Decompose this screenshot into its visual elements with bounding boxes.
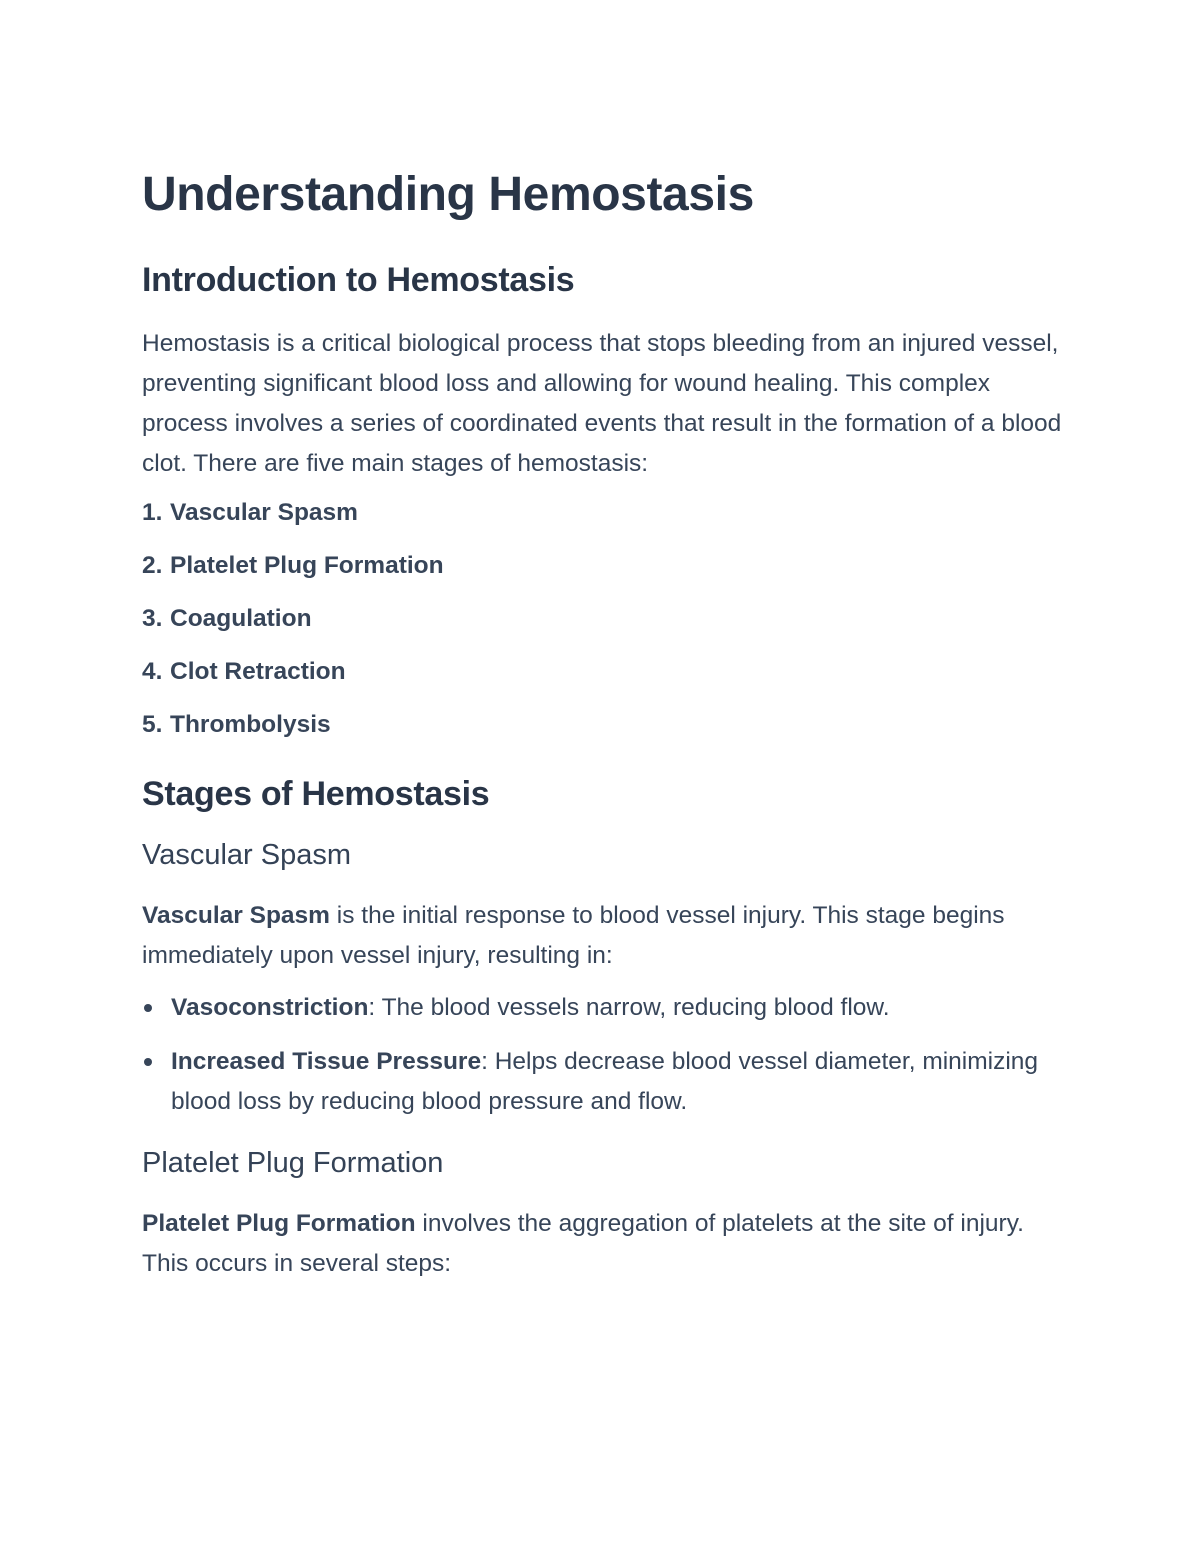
stage-number: 1. (142, 499, 163, 526)
vascular-spasm-effects-list (142, 988, 1062, 1122)
list-item-vasoconstriction (142, 988, 1062, 1028)
stage-label: Clot Retraction (170, 658, 346, 685)
stage-item-vascular-spasm (142, 496, 1062, 549)
bullet-text: : Helps decrease blood vessel diameter, minimizing blood loss by reducing blood pressure and flow. (171, 1048, 1039, 1115)
stages-list (142, 496, 1062, 742)
intro-heading: Introduction to Hemostasis (142, 261, 575, 299)
stage-number: 3. (142, 605, 163, 632)
stage-item-platelet-plug (142, 549, 1062, 602)
intro-paragraph: Hemostasis is a critical biological process that stops bleeding from an injured vessel, preventing significant blood loss and allowing for wound healing. This complex process involves a series of coordinated events that result in the formation of a blood clot. There are five main stages of hemostasis: (142, 330, 1062, 477)
document-page (142, 165, 1062, 1284)
vascular-spasm-heading: Vascular Spasm (142, 839, 351, 871)
stages-section-heading: Stages of Hemostasis (142, 775, 490, 813)
stage-number: 2. (142, 552, 163, 579)
vascular-spasm-paragraph (142, 896, 1062, 976)
bullet-icon (144, 1004, 152, 1012)
platelet-plug-term: Platelet Plug Formation (142, 1210, 416, 1237)
bullet-term: Vasoconstriction (171, 994, 369, 1021)
stage-label: Coagulation (170, 605, 312, 632)
stage-label: Thrombolysis (170, 711, 331, 738)
stage-number: 5. (142, 711, 163, 738)
bullet-icon (144, 1058, 152, 1066)
platelet-plug-paragraph (142, 1204, 1062, 1284)
vascular-spasm-term: Vascular Spasm (142, 902, 330, 929)
stage-item-coagulation (142, 602, 1062, 655)
page-title: Understanding Hemostasis (142, 168, 754, 221)
bullet-text: : The blood vessels narrow, reducing blood flow. (368, 994, 890, 1021)
platelet-plug-description: involves the aggregation of platelets at the site of injury. This occurs in several steps: (142, 1210, 1024, 1277)
stage-item-clot-retraction (142, 655, 1062, 708)
platelet-plug-heading: Platelet Plug Formation (142, 1147, 444, 1179)
vascular-spasm-description: is the initial response to blood vessel injury. This stage begins immediately upon vessel injury, resulting in: (142, 902, 1005, 969)
stage-label: Vascular Spasm (170, 499, 358, 526)
bullet-term: Increased Tissue Pressure (171, 1048, 482, 1075)
stage-item-thrombolysis (142, 708, 1062, 742)
stage-label: Platelet Plug Formation (170, 552, 444, 579)
list-item-tissue-pressure (142, 1042, 1062, 1122)
stage-number: 4. (142, 658, 163, 685)
